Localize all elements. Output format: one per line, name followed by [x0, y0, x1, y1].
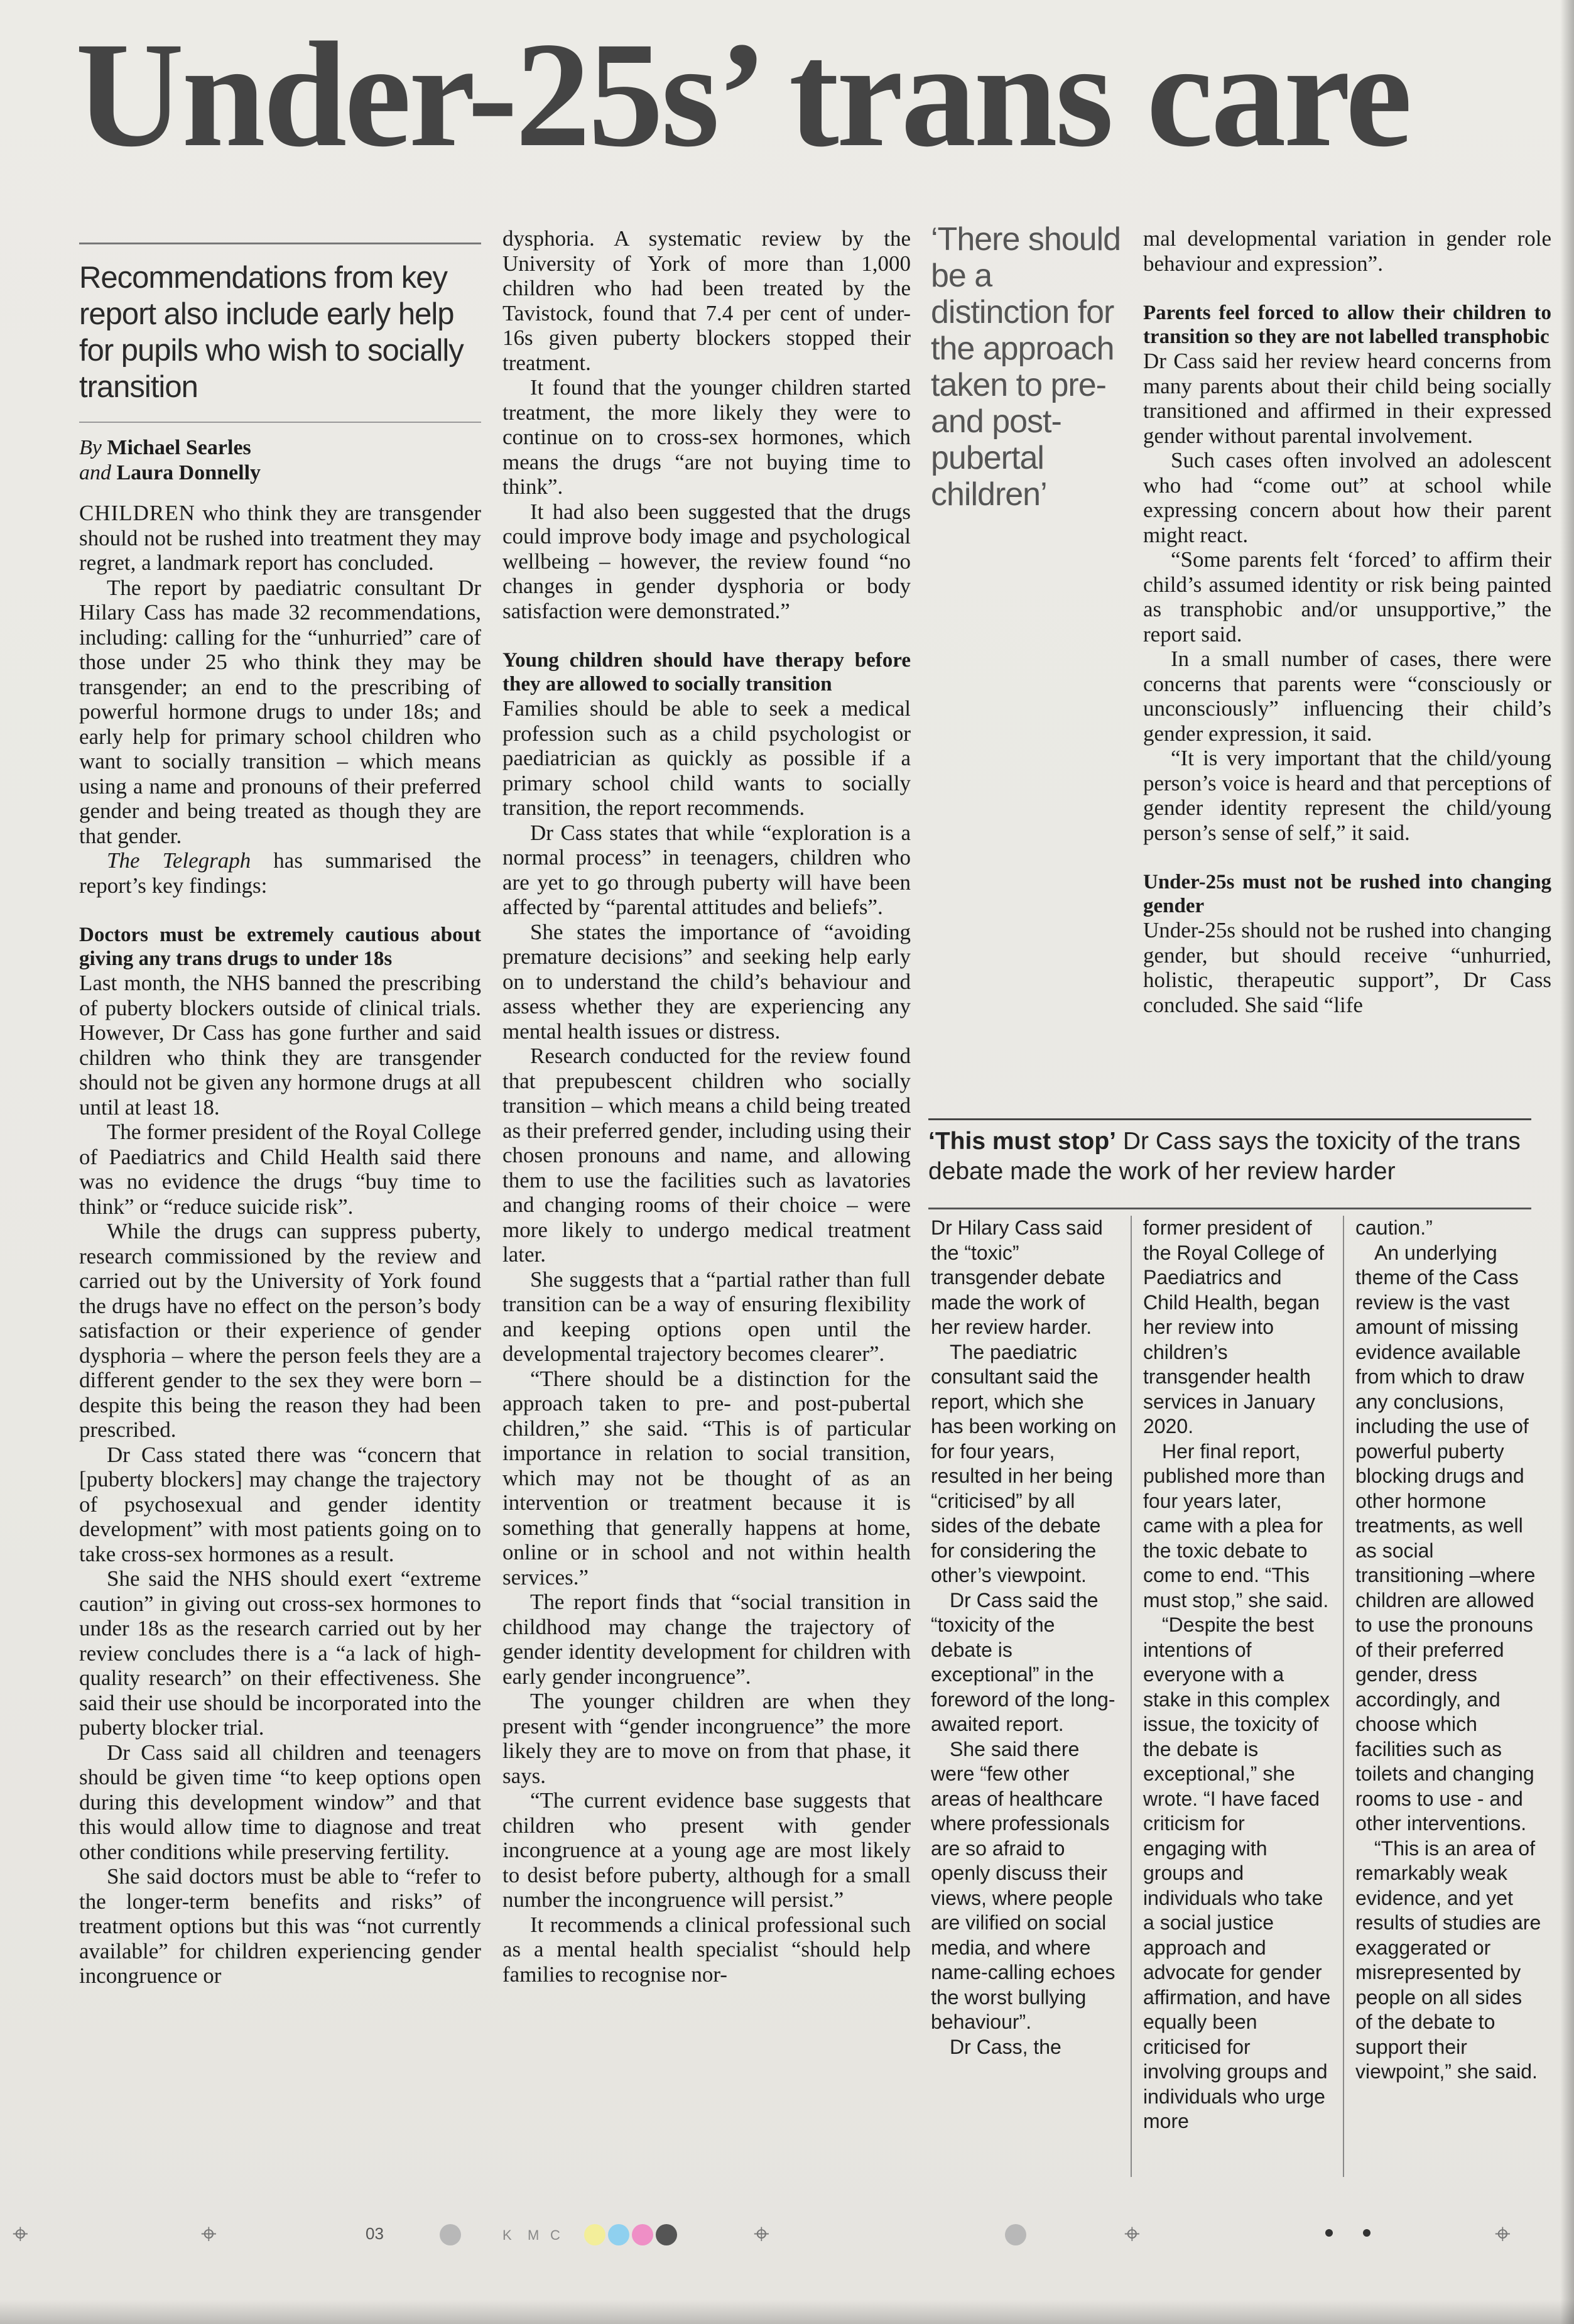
registration-mark-icon: ⌖ [201, 2218, 217, 2250]
article-column-2 [502, 226, 911, 2186]
colour-bar-dot-grey [440, 2224, 461, 2245]
paragraph: She suggests that a “partial rather than full transition can be a way of ensuring flexibility and keeping options open until the developmental trajectory becomes clearer”. [502, 1267, 911, 1366]
paragraph: “The current evidence base suggests that children who present with gender incongruence at a young age are most likely to desist before puberty, although for a small number the incongruence will persist.” [502, 1788, 911, 1912]
sidebar-headline [928, 1118, 1531, 1196]
standfirst: Recommendations from key report also include early help for pupils who wish to socially transition [79, 243, 481, 405]
paragraph: Such cases often involved an adolescent who had “come out” at school while expressing concern about how their parent might react. [1143, 448, 1551, 547]
paragraph: Under-25s should not be rushed into changing gender, but should receive “unhurried, holistic, therapeutic support”, Dr Cass concluded. She said “life [1143, 918, 1551, 1017]
subheading: Young children should have therapy before they are allowed to socially transition [502, 649, 911, 696]
paragraph: Last month, the NHS banned the prescribing of puberty blockers outside of clinical trials. However, Dr Cass has gone further and said children who think they are transgender should not be given any hormone drugs at all until at least 18. [79, 971, 481, 1120]
paragraph: Dr Cass stated there was “concern that [puberty blockers] may change the trajectory of psychosexual and gender identity development” with most patients going on to take cross-sex hormones as a result. [79, 1442, 481, 1566]
sidebar-headline-text: Dr Cass says the toxicity of the trans debate made the work of her review harder [928, 1128, 1521, 1185]
paragraph: The former president of the Royal College of Paediatrics and Child Health said there was no evidence the drugs “buy time to think” or “reduce suicide risk”. [79, 1120, 481, 1219]
subheading: Parents feel forced to allow their children to transition so they are not labelled transphobic [1143, 302, 1551, 348]
paragraph: She said doctors must be able to “refer to the longer-term benefits and risks” of treatment options but this was “not currently available” for children experiencing gender incongruence or [79, 1864, 481, 1988]
paragraph: “It is very important that the child/young person’s voice is heard and that perceptions of gender identity represent the child/young person’s sense of self,” it said. [1143, 746, 1551, 845]
paragraph-text: has summarised the report’s key findings: [79, 848, 481, 898]
page-bottom-shadow [0, 2299, 1574, 2324]
pull-quote: ‘There should be a distinction for the approach taken to pre- and post-pubertal children’ [931, 221, 1121, 513]
byline-author-1: Michael Searles [107, 436, 251, 459]
paragraph: Dr Cass states that while “exploration is a normal process” in teenagers, children who are yet to go through puberty will have been affected by “parental attitudes and beliefs”. [502, 820, 911, 919]
paragraph: mal developmental variation in gender role behaviour and expression”. [1143, 226, 1551, 276]
lead-paragraph [79, 501, 481, 576]
paragraph: dysphoria. A systematic review by the University of York of more than 1,000 children who had been treated by the Tavistock, found that 7.4 per cent of under-16s given puberty blockers stopped their treatment. [502, 226, 911, 375]
paragraph: “This is an area of remarkably weak evidence, and yet results of studies are exaggerated or misrepresented by people on all sides of the debate to support their viewpoint,” she said. [1355, 1836, 1541, 2083]
paragraph: caution.” [1355, 1216, 1433, 1239]
dot-mark [1325, 2229, 1333, 2237]
registration-mark-icon: ⌖ [13, 2218, 28, 2250]
colour-bar-label-m: M [528, 2227, 540, 2243]
publication-name: The Telegraph [107, 848, 251, 873]
paragraph: The report by paediatric consultant Dr Hilary Cass has made 32 recommendations, including: calling for the “unhurried” care of those under 25 who think they may be transgender; an end to the prescribing of powerful hormone drugs to under 18s; and early help for primary school children who want to socially transition – which means using a name and pronouns of their preferred gender and being treated as though they are that gender. [79, 575, 481, 848]
column-divider [1131, 1216, 1132, 2177]
colour-bar-dot-yellow [584, 2224, 605, 2245]
registration-mark-icon: ⌖ [754, 2218, 769, 2250]
page-number: 03 [366, 2224, 384, 2243]
dot-mark [1363, 2229, 1370, 2237]
paragraph: Her final report, published more than four years later, came with a plea for the toxic debate to come to end. “This must stop,” she said. [1143, 1439, 1329, 1612]
paragraph: While the drugs can suppress puberty, research commissioned by the review and carried out by the University of York found the drugs have no effect on the person’s body satisfaction or their experience of gender dysphoria – where the person feels they are a different gender to the sex they were born – despite this being the reason they had been prescribed. [79, 1219, 481, 1442]
byline-author-2: Laura Donnelly [116, 461, 261, 484]
paragraph: She said the NHS should exert “extreme caution” in giving out cross-sex hormones to under 18s as the research carried out by her review concludes there is a “a lack of high-quality research” on their effectiveness. She said their use should be incorporated into the puberty blocker trial. [79, 1566, 481, 1740]
paragraph: She said there were “few other areas of healthcare where professionals are so afraid to openly discuss their views, where people are vilified on social media, and where name-calling echoes the worst bullying behaviour”. [931, 1737, 1115, 2033]
column-divider [1343, 1216, 1344, 2177]
paragraph: She states the importance of “avoiding premature decisions” and seeking help early on to understand the child’s behaviour and assess whether they are experiencing any mental health issues or distress. [502, 919, 911, 1044]
colour-bar-label-k: K [502, 2227, 512, 2243]
byline [79, 422, 481, 486]
registration-mark-icon: ⌖ [1495, 2218, 1511, 2250]
colour-bar-dot-magenta [632, 2224, 653, 2245]
article-column-1 [79, 226, 481, 2193]
paragraph: Dr Cass said all children and teenagers should be given time “to keep options open during this development window” and that this would allow time to diagnose and treat other conditions while preserving fertility. [79, 1740, 481, 1864]
paragraph: It had also been suggested that the drugs could improve body image and psychological wellbeing – however, the review found “no changes in gender dysphoria or body satisfaction were demonstrated.” [502, 499, 911, 623]
colour-bar-label-c: C [550, 2227, 560, 2243]
byline-by: By [79, 436, 102, 459]
sidebar-column-a [931, 1216, 1119, 2180]
sidebar-kicker: ‘This must stop’ [928, 1128, 1117, 1155]
paragraph: An underlying theme of the Cass review is the vast amount of missing evidence available from which to draw any conclusions, including the use of powerful puberty blocking drugs and other hormone treatments, as well as social transitioning –where children are allowed to use the pronouns of their preferred gender, dress accordingly, and choose which facilities such as toilets and changing rooms to use - and other interventions. [1355, 1241, 1536, 1835]
paragraph: “Some parents felt ‘forced’ to affirm their child’s assumed identity or risk being painted as transphobic and/or unsupportive,” the report said. [1143, 547, 1551, 646]
subheading: Doctors must be extremely cautious about giving any trans drugs to under 18s [79, 924, 481, 970]
sidebar-column-b [1143, 1216, 1332, 2180]
paragraph: Dr Cass said her review heard concerns from many parents about their child being socially transitioned and affirmed in their expressed gender without parental involvement. [1143, 349, 1551, 448]
registration-mark-icon: ⌖ [1124, 2218, 1140, 2250]
lead-rest: who think they are transgender should not be rushed into treatment they may regret, a landmark report has concluded. [79, 501, 481, 575]
headline: Under-25s’ trans care [75, 11, 1410, 178]
subheading: Under-25s must not be rushed into changing gender [1143, 871, 1551, 917]
divider [928, 1208, 1531, 1209]
paragraph: Dr Cass said the “toxicity of the debate is exceptional” in the foreword of the long-awaited report. [931, 1588, 1115, 1735]
paragraph: Dr Cass, the [950, 2035, 1061, 2058]
paragraph: “Despite the best intentions of everyone with a stake in this complex issue, the toxicity of the debate is exceptional,” she wrote. “I have faced criticism for engaging with groups and individuals who take a social justice approach and advocate for gender affirmation, and have equally been criticised for involving groups and individuals who urge more [1143, 1613, 1331, 2132]
paragraph: It found that the younger children started treatment, the more likely they were to continue on to cross-sex hormones, which means the drugs “are not buying time to think”. [502, 375, 911, 499]
lead-caps: CHILDREN [79, 501, 195, 525]
article-column-4 [1143, 226, 1551, 1106]
paragraph: former president of the Royal College of Paediatrics and Child Health, began her review into children’s transgender health services in January 2020. [1143, 1216, 1325, 1437]
paragraph: It recommends a clinical professional such as a mental health specialist “should help families to recognise nor- [502, 1912, 911, 1987]
page-edge-shadow [1560, 0, 1574, 2324]
colour-bar-dot-cyan [608, 2224, 629, 2245]
paragraph: “There should be a distinction for the approach taken to pre- and post-pubertal children,” she said. “This is of particular importance in relation to social transition, which may not be thought of as an intervention or treatment because it is something that generally happens at home, online or in school and not within health services.” [502, 1366, 911, 1590]
byline-and: and [79, 461, 111, 484]
sidebar-column-c [1355, 1216, 1544, 2180]
paragraph: The paediatric consultant said the report, which she has been working on for four years, resulted in her being “criticised” by all sides of the debate for considering the other’s viewpoint. [931, 1340, 1117, 1586]
paragraph: In a small number of cases, there were concerns that parents were “consciously or unconsciously” influencing their child’s gender expression, it said. [1143, 646, 1551, 746]
colour-bar-dot-black [656, 2224, 677, 2245]
colour-bar-dot-grey [1005, 2224, 1026, 2245]
paragraph [79, 848, 481, 898]
paragraph: The younger children are when they present with “gender incongruence” the more likely they are to move on from that phase, it says. [502, 1689, 911, 1788]
paragraph: Research conducted for the review found that prepubescent children who socially transition – which means a child being treated as their preferred gender, including using their chosen pronouns and name, and allowing them to use the facilities such as lavatories and changing rooms of their choice – were more likely to undergo medical treatment later. [502, 1044, 911, 1267]
paragraph: Families should be able to seek a medical profession such as a child psychologist or paediatrician as quickly as possible if a primary school child wants to socially transition, the report recommends. [502, 696, 911, 820]
paragraph: The report finds that “social transition in childhood may change the trajectory of gender identity development for children with early gender incongruence”. [502, 1590, 911, 1689]
paragraph: Dr Hilary Cass said the “toxic” transgender debate made the work of her review harder. [931, 1216, 1105, 1338]
